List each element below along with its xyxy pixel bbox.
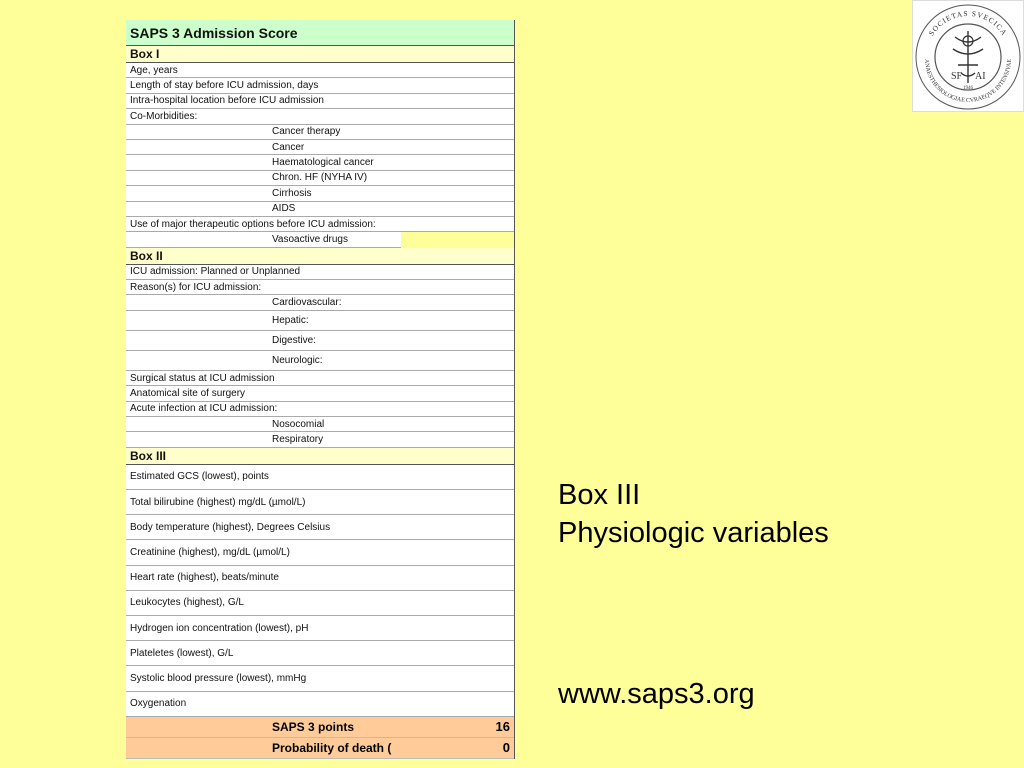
row-therapeutic-options: Use of major therapeutic options before ICU admission: xyxy=(126,217,514,232)
row-haematological-cancer[interactable]: Haematological cancer xyxy=(126,155,514,170)
row-hydrogen-ion[interactable]: Hydrogen ion concentration (lowest), pH xyxy=(126,616,514,641)
row-cancer-therapy[interactable]: Cancer therapy xyxy=(126,125,514,140)
probability-of-death-row xyxy=(126,738,514,759)
probability-of-death-label: Probability of death ( xyxy=(272,740,392,755)
row-reason-hepatic[interactable]: Hepatic: xyxy=(126,311,514,331)
row-intra-hospital-location[interactable]: Intra-hospital location before ICU admission xyxy=(126,94,514,109)
heading-line-1: Box III xyxy=(558,479,641,511)
row-creatinine[interactable]: Creatinine (highest), mg/dL (µmol/L) xyxy=(126,540,514,565)
svg-text:ANAESTHESIOLOGIAE CVRAEQVE INT: ANAESTHESIOLOGIAE CVRAEQVE INTENSIVAE xyxy=(922,58,1014,104)
row-vasoactive-drugs[interactable]: Vasoactive drugs xyxy=(126,232,401,247)
probability-of-death-value: 0 xyxy=(502,740,510,756)
row-acute-infection: Acute infection at ICU admission: xyxy=(126,402,514,417)
svg-text:SF: SF xyxy=(951,71,963,82)
society-seal-logo xyxy=(912,0,1024,112)
svg-text:1946: 1946 xyxy=(963,86,973,91)
row-reasons-icu-admission: Reason(s) for ICU admission: xyxy=(126,280,514,295)
row-body-temperature[interactable]: Body temperature (highest), Degrees Celsius xyxy=(126,515,514,540)
slide-heading xyxy=(558,476,829,552)
sheet-title: SAPS 3 Admission Score xyxy=(126,20,514,46)
row-surgical-status[interactable]: Surgical status at ICU admission xyxy=(126,371,514,386)
row-reason-neurologic[interactable]: Neurologic: xyxy=(126,351,514,371)
row-plateletes[interactable]: Plateletes (lowest), G/L xyxy=(126,641,514,666)
row-leukocytes[interactable]: Leukocytes (highest), G/L xyxy=(126,591,514,616)
box3-header: Box III xyxy=(126,448,514,465)
box2-header: Box II xyxy=(126,248,514,265)
box1-header: Box I xyxy=(126,46,514,63)
row-infection-respiratory[interactable]: Respiratory xyxy=(126,432,514,447)
row-length-of-stay[interactable]: Length of stay before ICU admission, days xyxy=(126,78,514,93)
row-reason-digestive[interactable]: Digestive: xyxy=(126,331,514,351)
row-gcs[interactable]: Estimated GCS (lowest), points xyxy=(126,465,514,490)
saps3-points-value: 16 xyxy=(495,719,510,735)
row-reason-cardiovascular[interactable]: Cardiovascular: xyxy=(126,295,514,310)
saps3-points-label: SAPS 3 points xyxy=(272,719,355,734)
row-icu-admission-type[interactable]: ICU admission: Planned or Unplanned xyxy=(126,265,514,280)
row-comorbidities: Co-Morbidities: xyxy=(126,109,514,124)
row-cirrhosis[interactable]: Cirrhosis xyxy=(126,186,514,201)
row-heart-rate[interactable]: Heart rate (highest), beats/minute xyxy=(126,566,514,591)
row-systolic-bp[interactable]: Systolic blood pressure (lowest), mmHg xyxy=(126,666,514,691)
row-chron-hf[interactable]: Chron. HF (NYHA IV) xyxy=(126,171,514,186)
svg-text:AI: AI xyxy=(975,71,986,82)
row-bilirubine[interactable]: Total bilirubine (highest) mg/dL (µmol/L) xyxy=(126,490,514,515)
row-age[interactable]: Age, years xyxy=(126,63,514,78)
heading-line-2: Physiologic variables xyxy=(558,517,829,549)
row-cancer[interactable]: Cancer xyxy=(126,140,514,155)
row-anatomical-site[interactable]: Anatomical site of surgery xyxy=(126,386,514,401)
saps3-points-row xyxy=(126,717,514,738)
row-infection-nosocomial[interactable]: Nosocomial xyxy=(126,417,514,432)
row-oxygenation[interactable]: Oxygenation xyxy=(126,692,514,717)
row-aids[interactable]: AIDS xyxy=(126,202,514,217)
svg-text:SOCIETAS SVECICA: SOCIETAS SVECICA xyxy=(926,8,1010,38)
saps3-spreadsheet xyxy=(126,20,515,759)
seal-icon xyxy=(913,1,1023,111)
website-url[interactable]: www.saps3.org xyxy=(558,678,755,710)
